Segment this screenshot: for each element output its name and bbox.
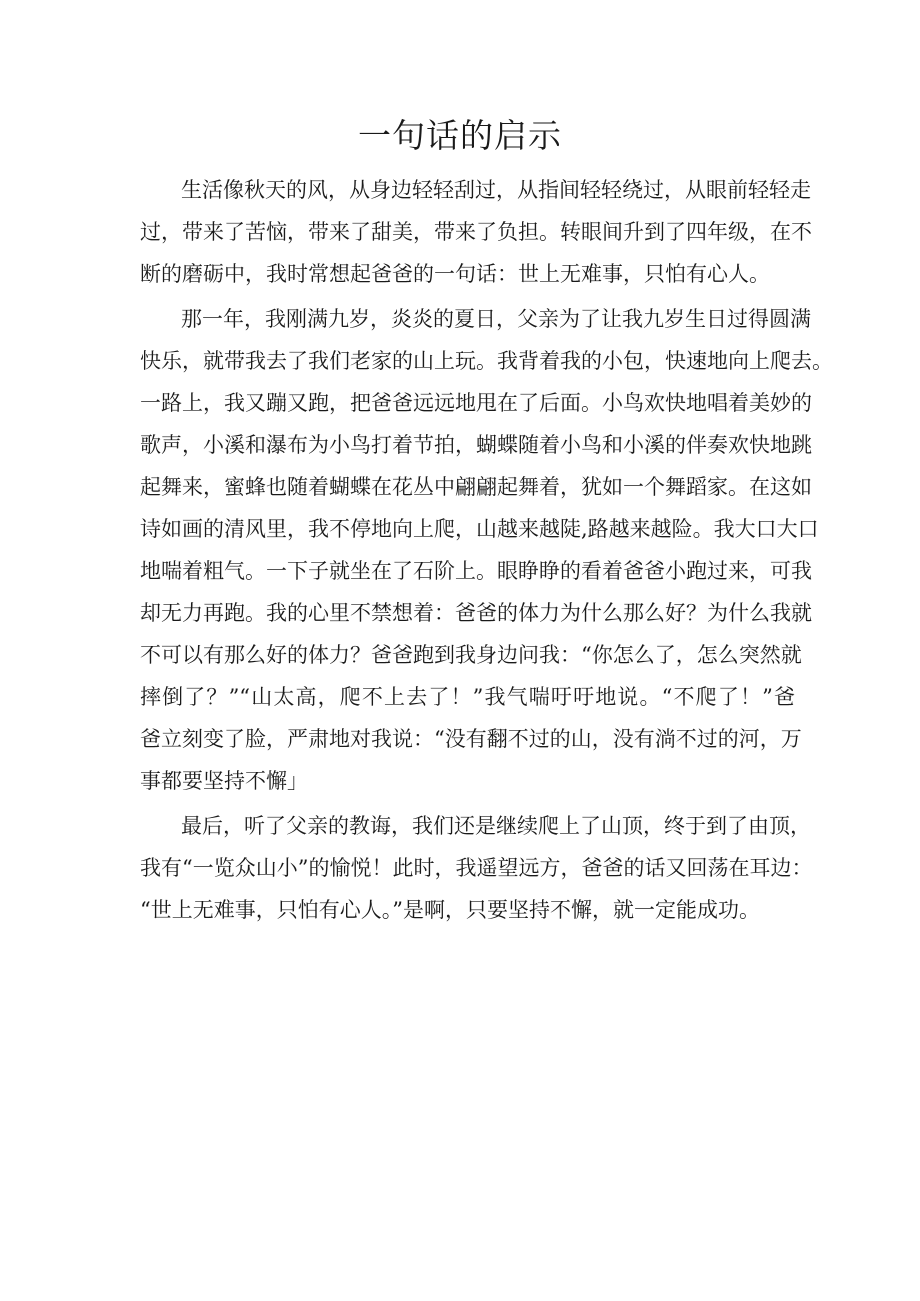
paragraph-2-line-8: 却无力再跑。我的心里不禁想着：爸爸的体力为什么那么好？为什么我就 xyxy=(140,601,812,625)
paragraph-2-line-11: 爸立刻变了脸，严肃地对我说：“没有翻不过的山，没有淌不过的河，万 xyxy=(140,727,802,751)
paragraph-2-line-10: 摔倒了？”“山太高，爬不上去了！”我气喘吁吁地说。“不爬了！”爸 xyxy=(140,685,795,709)
paragraph-2-line-5: 起舞来，蜜蜂也随着蝴蝶在花丛中翩翩起舞着，犹如一个舞蹈家。在这如 xyxy=(140,475,812,499)
paragraph-3-line-2: 我有“一览众山小”的愉悦！此时，我遥望远方，爸爸的话又回荡在耳边： xyxy=(140,856,813,880)
paragraph-2-line-1: 那一年，我刚满九岁，炎炎的夏日，父亲为了让我九岁生日过得圆满 xyxy=(181,307,811,331)
paragraph-2-line-4: 歌声，小溪和瀑布为小鸟打着节拍，蝴蝶随着小鸟和小溪的伴奏欢快地跳 xyxy=(140,433,812,457)
document-title: 一句话的启示 xyxy=(358,116,562,155)
paragraph-2-line-2: 快乐，就带我去了我们老家的山上玩。我背着我的小包，快速地向上爬去。 xyxy=(140,349,833,373)
paragraph-3-line-3: “世上无难事，只怕有心人。”是啊，只要坚持不懈，就一定能成功。 xyxy=(140,898,760,922)
paragraph-2-line-3: 一路上，我又蹦又跑，把爸爸远远地甩在了后面。小鸟欢快地唱着美妙的 xyxy=(140,391,812,415)
paragraph-1-line-3: 断的磨砺中，我时常想起爸爸的一句话：世上无难事，只怕有心人。 xyxy=(140,262,770,286)
paragraph-2-line-7: 地喘着粗气。一下子就坐在了石阶上。眼睁睁的看着爸爸小跑过来，可我 xyxy=(140,559,812,583)
paragraph-2-line-9: 不可以有那么好的体力？爸爸跑到我身边问我：“你怎么了，怎么突然就 xyxy=(140,643,802,667)
paragraph-2-line-6: 诗如画的清风里，我不停地向上爬，山越来越陡,路越来越险。我大口大口 xyxy=(140,517,819,541)
paragraph-1-line-1: 生活像秋天的风，从身边轻轻刮过，从指间轻轻绕过，从眼前轻轻走 xyxy=(181,178,811,202)
paragraph-2-line-12: 事都要坚持不懈」 xyxy=(140,769,308,793)
paragraph-3-line-1: 最后，听了父亲的教诲，我们还是继续爬上了山顶，终于到了由顶， xyxy=(181,814,811,838)
paragraph-1-line-2: 过，带来了苦恼，带来了甜美，带来了负担。转眼间升到了四年级，在不 xyxy=(140,220,812,244)
